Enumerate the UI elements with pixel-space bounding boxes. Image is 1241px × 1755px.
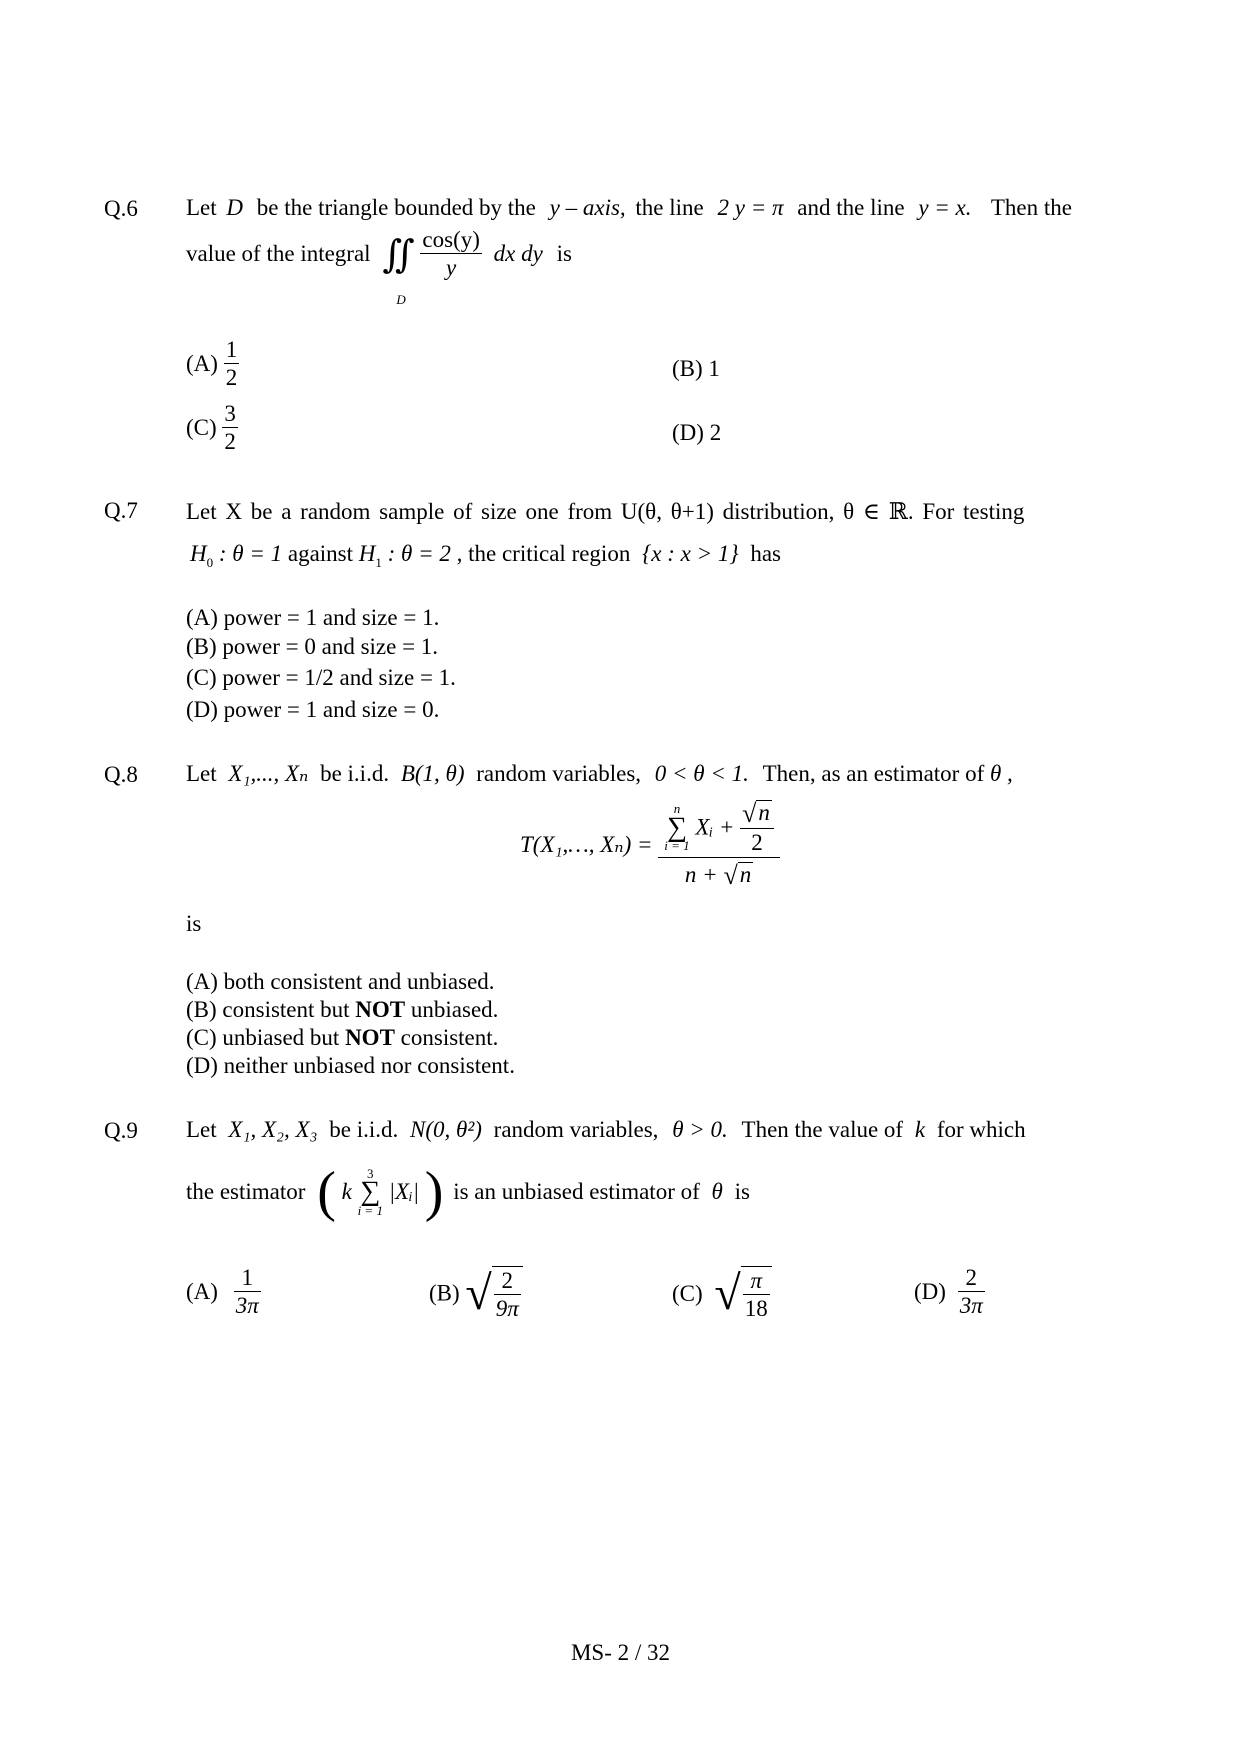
q9-text-e: for which <box>936 1117 1026 1142</box>
q8-text-a: Let <box>186 761 217 786</box>
q9-theta: θ <box>711 1179 723 1204</box>
sqrt-icon: √ <box>723 861 738 891</box>
q9-option-b[interactable] <box>429 1266 523 1321</box>
q6-text-a: be the triangle bounded by the <box>256 195 536 220</box>
q6-option-b-label: (B) <box>672 356 703 381</box>
q8-option-b[interactable] <box>186 998 498 1021</box>
q7-h0: H <box>190 541 207 566</box>
q8-sum-term: Xᵢ + <box>695 814 735 840</box>
page-footer: MS- 2 / 32 <box>570 1640 671 1665</box>
q9-text-c: random variables, <box>493 1117 659 1142</box>
q8-option-b-post: unbiased. <box>405 997 499 1022</box>
q9-option-d-frac <box>958 1266 985 1318</box>
q8-den-text: n + <box>684 862 724 888</box>
q6-text-is: is <box>556 241 572 267</box>
q7-option-c[interactable]: (C) power = 1/2 and size = 1. <box>186 665 456 690</box>
sqrt-icon: √ <box>742 799 757 828</box>
q9-line1 <box>186 1118 1026 1141</box>
q9-sum-bot: i = 1 <box>357 1202 383 1218</box>
q9-vars: X₁, X₂, X₃ <box>228 1117 318 1142</box>
q6-integral <box>382 232 415 307</box>
q9-sum <box>357 1165 383 1218</box>
q8-is: is <box>186 911 202 936</box>
q9-line2 <box>186 1160 750 1224</box>
q9-option-a-den: 3π <box>235 1293 259 1319</box>
q9-option-b-den: 9π <box>495 1296 519 1322</box>
q7-option-b[interactable]: (B) power = 0 and size = 1. <box>186 634 439 659</box>
q7-h0-rest: : θ = 1 <box>218 541 283 566</box>
q9-text-b: be i.i.d. <box>329 1117 399 1142</box>
q8-option-c-bold: NOT <box>345 1025 395 1050</box>
q6-option-c-frac <box>222 402 238 454</box>
q9-option-c-frac <box>741 1266 772 1321</box>
q7-line2: $H_0$ : θ = 1 against $H_1$ : θ = 2 , the critical region {x : x > 1} has <box>190 541 781 570</box>
q8-half-frac <box>740 800 774 855</box>
q9-option-c[interactable] <box>672 1266 772 1321</box>
q8-text-c: random variables, <box>476 761 642 786</box>
q6-option-b-value: 1 <box>708 356 720 381</box>
q6-text-e: value of the integral <box>186 241 371 267</box>
q9-option-d-den: 3π <box>959 1293 983 1319</box>
q6-integrand <box>420 228 481 280</box>
q8-dist: B(1, θ) <box>400 761 465 786</box>
q6-option-a[interactable] <box>186 338 239 390</box>
q8-theta: θ , <box>990 761 1013 786</box>
q6-integrand-num: cos(y) <box>420 228 481 254</box>
q8-half-num <box>740 800 774 829</box>
q6-option-c-num: 3 <box>222 402 238 428</box>
q6-option-c-den: 2 <box>224 429 236 455</box>
q9-option-b-frac <box>492 1266 523 1321</box>
q6-dxdy: dx dy <box>493 241 543 267</box>
sqrt-icon: √ <box>714 1267 741 1321</box>
q8-text-b: be i.i.d. <box>320 761 390 786</box>
q8-sqrt-n: n <box>758 800 770 825</box>
sqrt-icon: √ <box>465 1267 492 1321</box>
q8-option-c[interactable] <box>186 1026 498 1049</box>
q8-sum-bot: i = 1 <box>664 838 690 854</box>
q6-option-a-frac <box>224 338 240 390</box>
q6-line2 <box>186 227 572 307</box>
q6-yaxis: y – axis, <box>549 195 626 220</box>
q8-numerator <box>658 800 780 858</box>
q6-integral-sub: D <box>396 291 406 307</box>
q7-text-b: the critical region <box>468 541 631 566</box>
q7-number: Q.7 <box>104 498 138 523</box>
q8-text-d: Then, as an estimator of <box>762 761 985 786</box>
q8-option-d[interactable] <box>186 1054 515 1077</box>
q8-line1 <box>186 762 1013 785</box>
q6-option-a-label: (A) <box>186 351 218 377</box>
q8-vars: X₁,..., Xₙ <box>228 761 309 786</box>
q9-option-b-label: (B) <box>429 1280 460 1306</box>
q8-number: Q.8 <box>104 762 138 787</box>
q8-den-sqrt-n: n <box>739 862 752 888</box>
q7-region: {x : x > 1} <box>642 541 739 566</box>
q9-option-d-label: (D) <box>914 1279 946 1305</box>
q9-sum-top: 3 <box>367 1165 374 1181</box>
double-integral-icon: ∬ <box>382 233 415 276</box>
q8-option-a-text: (A) both consistent and unbiased. <box>186 969 495 994</box>
q8-denominator <box>658 858 780 889</box>
q9-option-d-num: 2 <box>958 1266 985 1292</box>
q8-sum-top: n <box>673 801 681 817</box>
q6-option-d-label: (D) <box>672 420 704 445</box>
q6-option-d-value: 2 <box>709 420 722 445</box>
q7-h1-rest: : θ = 2 , <box>387 541 463 566</box>
q9-cond: θ > 0. <box>672 1117 728 1142</box>
q9-text-a: Let <box>186 1117 217 1142</box>
q8-option-a[interactable] <box>186 970 495 993</box>
sum-icon: ∑ <box>360 1176 381 1208</box>
q6-text-c: and the line <box>797 195 905 220</box>
q6-D: D <box>226 195 244 220</box>
q9-text-g: is an unbiased estimator of <box>453 1179 700 1204</box>
q9-dist: N(0, θ²) <box>410 1117 482 1142</box>
q8-option-b-bold: NOT <box>355 997 406 1022</box>
q8-option-c-post: consistent. <box>394 1025 499 1050</box>
q9-option-a-num: 1 <box>234 1266 261 1292</box>
q9-option-c-num: π <box>743 1269 770 1295</box>
q9-option-c-den: 18 <box>744 1296 768 1322</box>
q9-option-c-label: (C) <box>672 1280 703 1306</box>
q8-option-c-pre: (C) unbiased but <box>186 1025 346 1050</box>
q9-text-f: the estimator <box>186 1179 306 1204</box>
q8-half-den: 2 <box>751 830 763 856</box>
q6-option-c[interactable] <box>186 402 238 454</box>
q8-sum <box>664 803 689 852</box>
q9-option-a[interactable] <box>186 1266 261 1318</box>
q9-text-d: Then the value of <box>741 1117 904 1142</box>
q9-option-a-label: (A) <box>186 1279 218 1305</box>
q6-line-eq2: y = x. <box>918 195 972 220</box>
q9-option-d[interactable] <box>914 1266 985 1318</box>
q8-main-frac <box>658 800 780 890</box>
q7-line1: Let X be a random sample of size one from U(θ, θ+1) distribution, θ ∈ ℝ. For testing <box>186 499 1025 524</box>
q6-line-eq1: 2 y = π <box>717 195 784 220</box>
q7-h1: H <box>358 541 376 566</box>
q8-T-label: T(X₁,…, Xₙ) = <box>520 831 653 857</box>
sum-icon: ∑ <box>666 812 687 844</box>
q6-text-b: the line <box>635 195 704 220</box>
q8-cond: 0 < θ < 1. <box>654 761 749 786</box>
q8-option-b-pre: (B) consistent but <box>186 997 356 1022</box>
q6-option-a-num: 1 <box>224 338 240 364</box>
q6-integrand-den: y <box>446 255 457 281</box>
q6-text-d: Then the <box>990 195 1072 220</box>
q8-formula <box>520 800 780 890</box>
q6-option-d[interactable] <box>672 420 721 446</box>
q6-option-b[interactable] <box>672 356 720 382</box>
q6-option-c-label: (C) <box>186 415 217 441</box>
q9-number: Q.9 <box>104 1118 138 1143</box>
q8-option-d-text: (D) neither unbiased nor consistent. <box>186 1053 515 1078</box>
q9-est-k: k <box>341 1179 352 1204</box>
q9-option-a-frac <box>234 1266 261 1318</box>
q7-text-c: has <box>750 541 781 566</box>
q9-k: k <box>914 1117 926 1142</box>
q6-option-a-den: 2 <box>225 365 238 391</box>
q6-line1 <box>186 196 1072 219</box>
q9-option-b-num: 2 <box>494 1269 521 1295</box>
q9-text-is: is <box>734 1179 750 1204</box>
left-paren-icon: ( <box>317 1161 336 1223</box>
q6-text-let: Let <box>186 195 217 220</box>
q7-option-d[interactable]: (D) power = 1 and size = 0. <box>186 697 440 722</box>
q6-number: Q.6 <box>104 196 138 221</box>
q7-option-a[interactable]: (A) power = 1 and size = 1. <box>186 605 440 630</box>
q7-against: against <box>287 541 354 566</box>
q9-est-term: |Xᵢ| <box>388 1179 420 1204</box>
right-paren-icon: ) <box>424 1161 444 1223</box>
